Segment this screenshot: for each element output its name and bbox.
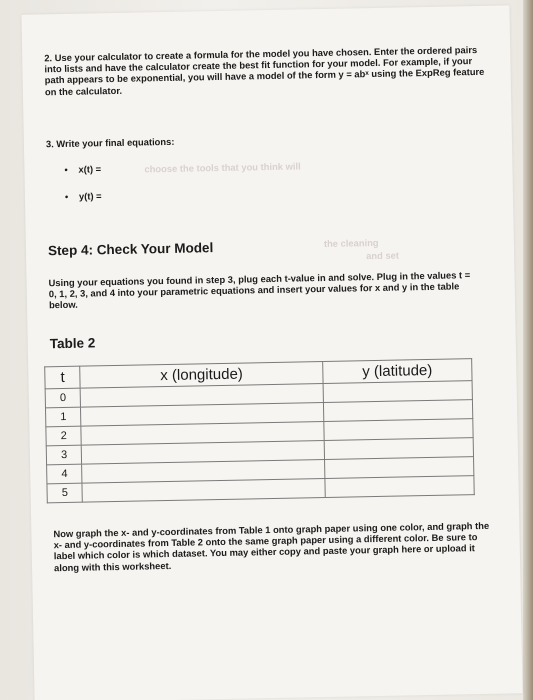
- graphing-instructions: Now graph the x- and y-coordinates from Table 1 onto graph paper using one color, and graph the x- and y-coordinates from Table 2 onto the same graph paper using a different color. Be sure to label which color is which dataset. You may either copy and paste your graph here or upload it along with this worksheet.: [53, 519, 490, 573]
- bleed-through-text: the cleaning: [323, 236, 379, 249]
- column-header-x: x (longitude): [80, 362, 323, 389]
- column-header-y: y (latitude): [323, 359, 473, 384]
- x-cell[interactable]: [82, 479, 325, 503]
- bullet-icon: •: [64, 163, 68, 175]
- step-4-heading: Step 4: Check Your Model: [47, 240, 214, 259]
- worksheet-page: [21, 5, 522, 700]
- t-cell: 1: [45, 407, 81, 427]
- bleed-through-text: and set: [366, 249, 400, 262]
- t-cell: 5: [47, 483, 83, 503]
- equation-y-label: y(t) =: [78, 190, 102, 202]
- equation-x-bullet: [64, 163, 101, 175]
- background-edge: [523, 0, 533, 700]
- table-2-heading: Table 2: [49, 335, 96, 352]
- t-cell: 2: [46, 426, 82, 446]
- t-cell: 3: [46, 445, 82, 465]
- y-cell[interactable]: [325, 476, 474, 498]
- equation-y-bullet: [65, 190, 102, 202]
- t-cell: 4: [47, 464, 83, 484]
- equation-x-label: x(t) =: [78, 163, 102, 175]
- section-3-prompt: 3. Write your final equations:: [45, 135, 175, 150]
- step-4-instructions: Using your equations you found in step 3, plug each t-value in and solve. Plug in the values t = 0, 1, 2, 3, and 4 into your parametric equations and insert your values for x and y in the table below.: [48, 269, 471, 311]
- section-2-instructions: 2. Use your calculator to create a formula for the model you have chosen. Enter the ordered pairs into lists and have the calculator create the best fit function for your model. For example, if your path appears to be exponential, you will have a model of the form y = abˣ using the ExpReg feature on the calculator.: [44, 44, 485, 97]
- bleed-through-text: choose the tools that you think will: [144, 160, 301, 175]
- column-header-t: t: [45, 366, 81, 389]
- bullet-icon: •: [64, 190, 69, 202]
- t-cell: 0: [45, 388, 81, 408]
- table-2: [44, 358, 475, 503]
